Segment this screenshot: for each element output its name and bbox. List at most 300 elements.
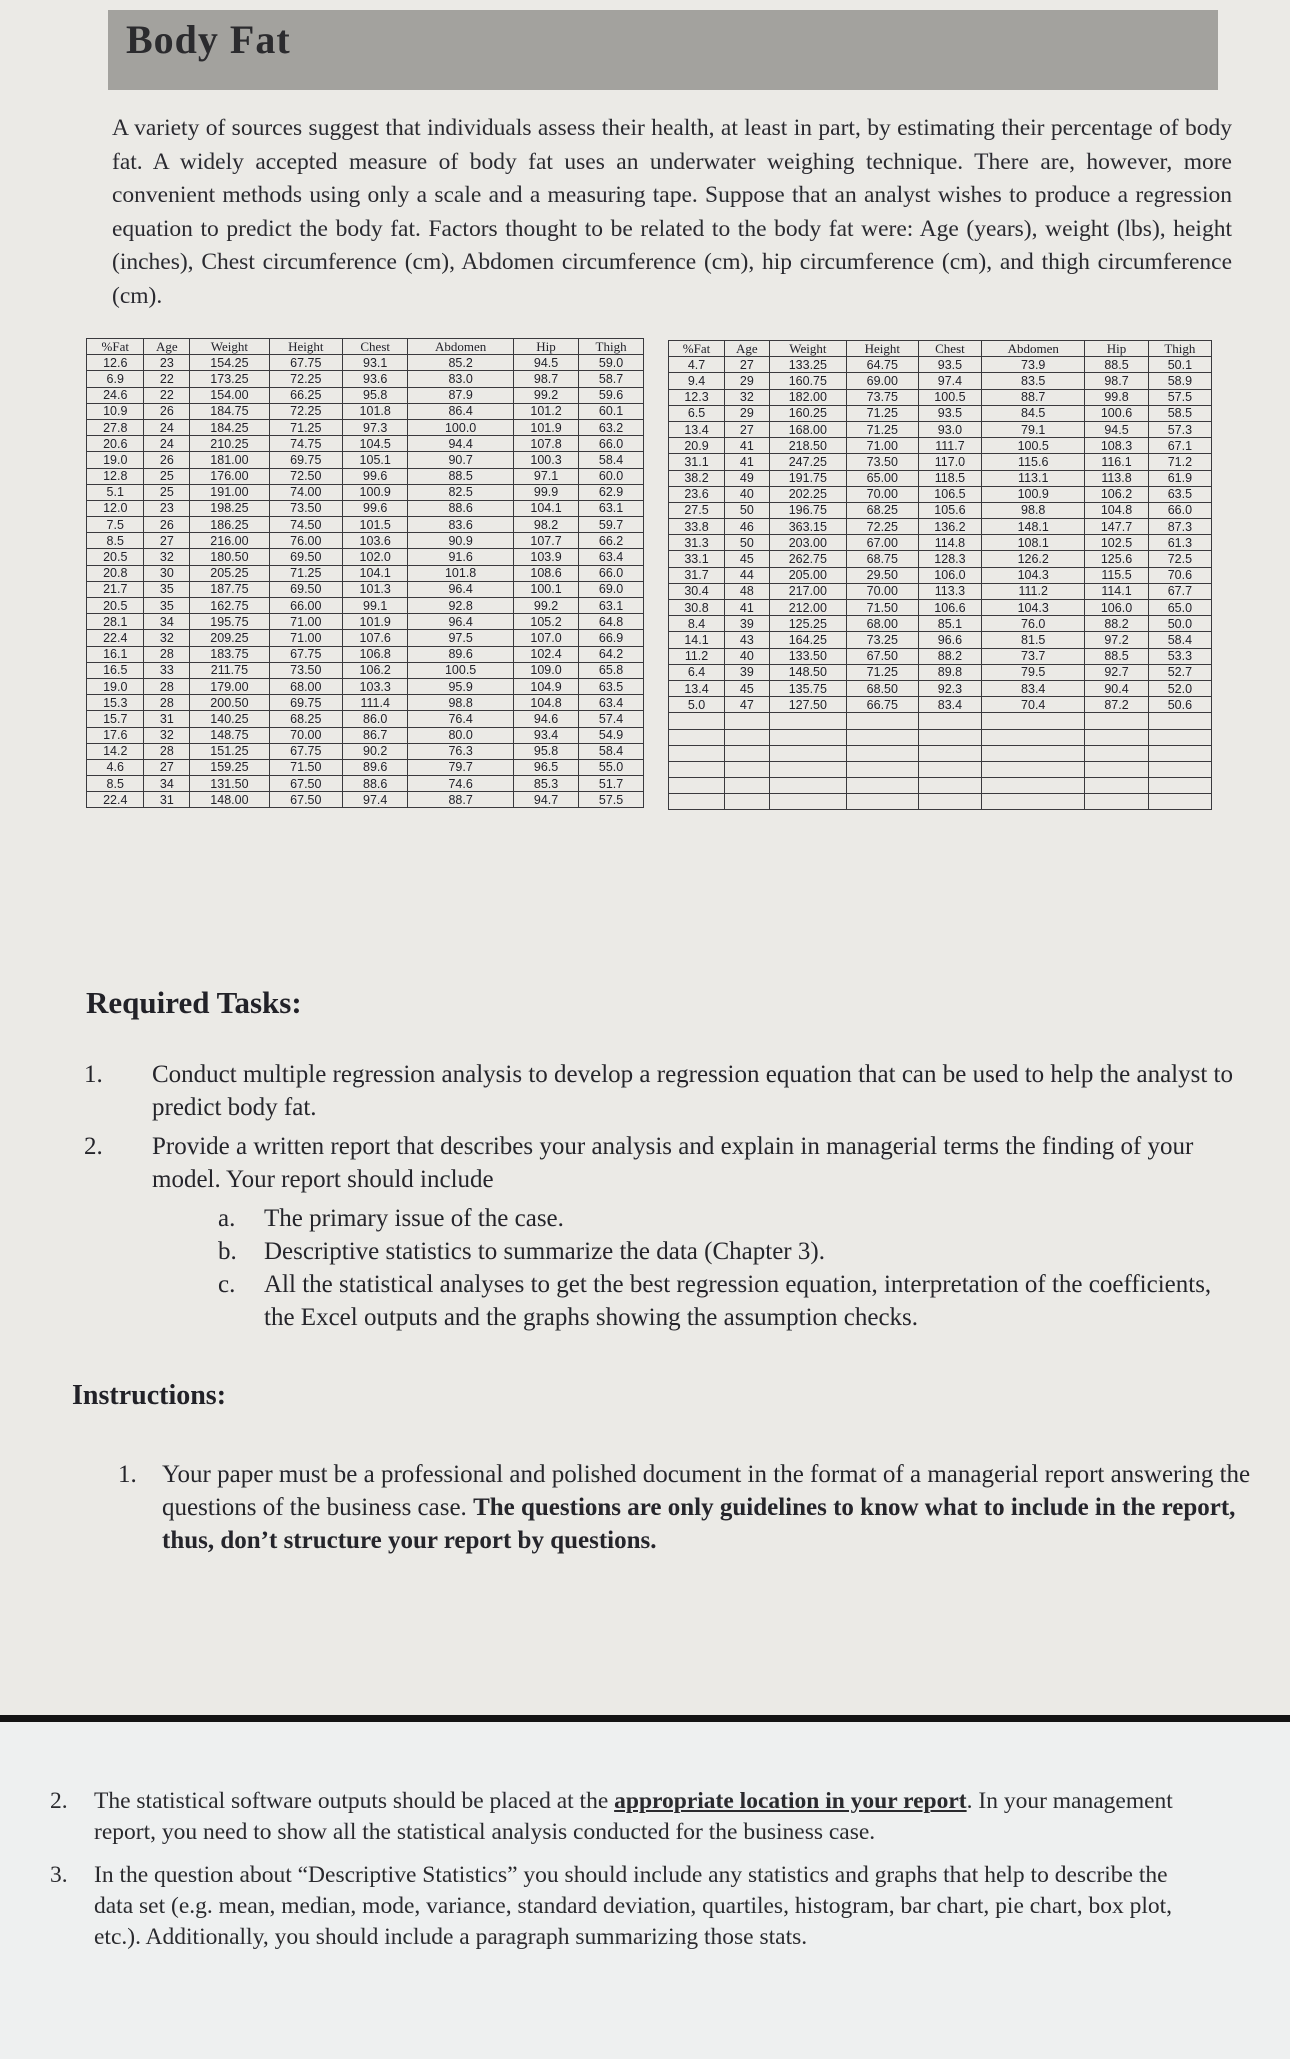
table-cell: 12.3 [669, 389, 725, 405]
table-cell: 27.8 [87, 419, 144, 435]
table-header-cell: Height [846, 341, 918, 357]
table-cell: 49 [725, 470, 770, 486]
table-cell: 27.5 [669, 502, 725, 518]
table-cell: 64.8 [579, 614, 644, 630]
table-cell: 101.3 [343, 581, 408, 597]
table-cell: 68.75 [846, 551, 918, 567]
table-cell: 148.1 [982, 519, 1085, 535]
table-cell: 216.00 [190, 533, 269, 549]
table-cell: 160.25 [769, 405, 846, 421]
table-cell: 99.2 [513, 598, 578, 614]
table-cell: 97.5 [408, 630, 514, 646]
table-cell: 57.4 [579, 711, 644, 727]
table-cell: 6.9 [87, 371, 144, 387]
table-cell: 69.0 [579, 581, 644, 597]
table-cell: 55.0 [579, 759, 644, 775]
table-cell: 95.8 [513, 743, 578, 759]
table-cell: 98.7 [513, 371, 578, 387]
table-cell: 135.75 [769, 680, 846, 696]
table-cell [982, 729, 1085, 745]
table-row [669, 421, 1212, 437]
table-cell: 13.4 [669, 421, 725, 437]
table-cell: 84.5 [982, 405, 1085, 421]
task-text: Provide a written report that describes your analysis and explain in managerial terms the finding of your model. Your report should include [152, 1133, 1194, 1193]
table-cell: 106.0 [918, 567, 982, 583]
table-row [87, 598, 644, 614]
table-cell: 67.75 [269, 743, 343, 759]
table-cell: 67.7 [1148, 583, 1211, 599]
table-header-cell: Abdomen [408, 339, 514, 355]
table-cell: 64.2 [579, 646, 644, 662]
table-cell: 50 [725, 502, 770, 518]
table-row [87, 711, 644, 727]
table-cell [982, 745, 1085, 761]
instruction-number: 2. [50, 1788, 68, 1814]
table-cell: 34 [144, 614, 190, 630]
subtask-item [218, 1235, 1240, 1268]
table-cell: 4.6 [87, 759, 144, 775]
table-cell: 71.25 [846, 421, 918, 437]
table-cell [846, 778, 918, 794]
table-row [87, 403, 644, 419]
table-cell: 50.1 [1148, 357, 1211, 373]
table-cell: 147.7 [1085, 519, 1149, 535]
table-cell: 54.9 [579, 727, 644, 743]
table-cell: 27 [725, 357, 770, 373]
table-cell: 16.5 [87, 662, 144, 678]
table-cell: 12.0 [87, 500, 144, 516]
table-cell: 108.6 [513, 565, 578, 581]
table-cell: 63.5 [1148, 486, 1211, 502]
table-cell: 93.5 [918, 357, 982, 373]
table-cell: 127.50 [769, 697, 846, 713]
table-cell: 106.5 [918, 486, 982, 502]
table-cell: 25 [144, 484, 190, 500]
table-cell [725, 778, 770, 794]
task-number: 1. [84, 1061, 103, 1088]
table-cell: 66.0 [1148, 502, 1211, 518]
table-row [669, 535, 1212, 551]
table-cell: 67.50 [846, 648, 918, 664]
table-cell: 100.9 [343, 484, 408, 500]
table-cell: 82.5 [408, 484, 514, 500]
table-cell: 98.8 [982, 502, 1085, 518]
table-cell: 73.50 [846, 454, 918, 470]
table-cell: 47 [725, 697, 770, 713]
table-row [669, 680, 1212, 696]
table-cell: 262.75 [769, 551, 846, 567]
table-row [87, 468, 644, 484]
table-cell: 198.25 [190, 500, 269, 516]
table-cell: 113.3 [918, 583, 982, 599]
table-cell: 90.7 [408, 452, 514, 468]
table-cell: 72.25 [846, 519, 918, 535]
table-cell: 58.9 [1148, 373, 1211, 389]
table-cell: 88.5 [1085, 648, 1149, 664]
table-cell: 126.2 [982, 551, 1085, 567]
table-cell: 71.25 [846, 405, 918, 421]
table-cell: 67.75 [269, 355, 343, 371]
table-cell: 29.50 [846, 567, 918, 583]
table-cell: 133.25 [769, 357, 846, 373]
table-cell: 111.4 [343, 695, 408, 711]
table-row [87, 355, 644, 371]
table-cell: 20.5 [87, 549, 144, 565]
table-row [669, 729, 1212, 745]
table-cell [1148, 713, 1211, 729]
table-cell [769, 778, 846, 794]
table-cell: 24 [144, 436, 190, 452]
table-cell: 148.50 [769, 664, 846, 680]
table-cell: 66.75 [846, 697, 918, 713]
table-cell: 44 [725, 567, 770, 583]
table-cell: 95.9 [408, 678, 514, 694]
table-cell: 51.7 [579, 776, 644, 792]
table-cell: 41 [725, 454, 770, 470]
table-cell [725, 745, 770, 761]
table-cell: 105.2 [513, 614, 578, 630]
table-row [669, 405, 1212, 421]
table-header-cell: Hip [1085, 341, 1149, 357]
table-cell: 70.4 [982, 697, 1085, 713]
table-cell: 83.0 [408, 371, 514, 387]
table-cell: 202.25 [769, 486, 846, 502]
table-cell: 205.00 [769, 567, 846, 583]
table-cell: 103.3 [343, 678, 408, 694]
underlined-phrase: appropriate location in your report [614, 1788, 967, 1814]
table-cell: 81.5 [982, 632, 1085, 648]
table-cell: 83.4 [918, 697, 982, 713]
table-cell: 23 [144, 500, 190, 516]
table-cell: 104.3 [982, 600, 1085, 616]
instruction-item [118, 1458, 1287, 1557]
table-row [669, 616, 1212, 632]
table-cell: 104.8 [513, 695, 578, 711]
table-cell: 73.75 [846, 389, 918, 405]
table-row [669, 761, 1212, 777]
table-row [669, 697, 1212, 713]
table-cell: 131.50 [190, 776, 269, 792]
table-cell: 85.1 [918, 616, 982, 632]
table-cell: 58.7 [579, 371, 644, 387]
data-table-right [668, 340, 1212, 810]
table-cell: 191.00 [190, 484, 269, 500]
table-cell: 92.8 [408, 598, 514, 614]
table-row [669, 502, 1212, 518]
table-cell: 72.5 [1148, 551, 1211, 567]
table-cell: 40 [725, 648, 770, 664]
table-cell [725, 761, 770, 777]
table-cell: 168.00 [769, 421, 846, 437]
table-cell: 72.25 [269, 403, 343, 419]
table-row [87, 371, 644, 387]
table-cell: 71.50 [269, 759, 343, 775]
table-row [87, 759, 644, 775]
table-cell: 100.6 [1085, 405, 1149, 421]
table-header-cell: Age [144, 339, 190, 355]
table-cell: 69.75 [269, 695, 343, 711]
table-cell: 183.75 [190, 646, 269, 662]
table-cell: 97.1 [513, 468, 578, 484]
table-cell: 58.4 [579, 743, 644, 759]
table-row [87, 743, 644, 759]
table-row [87, 776, 644, 792]
table-cell: 70.00 [269, 727, 343, 743]
table-cell: 83.4 [982, 680, 1085, 696]
table-cell: 88.7 [982, 389, 1085, 405]
table-cell: 180.50 [190, 549, 269, 565]
table-cell [846, 729, 918, 745]
table-cell [918, 778, 982, 794]
instructions-heading: Instructions: [72, 1380, 227, 1411]
table-cell: 30 [144, 565, 190, 581]
table-cell [725, 794, 770, 810]
table-cell: 94.5 [1085, 421, 1149, 437]
table-cell: 52.7 [1148, 664, 1211, 680]
table-cell: 19.0 [87, 678, 144, 694]
table-cell: 160.75 [769, 373, 846, 389]
table-header-cell: Height [269, 339, 343, 355]
table-cell: 27 [725, 421, 770, 437]
table-cell: 203.00 [769, 535, 846, 551]
table-cell: 95.8 [343, 387, 408, 403]
table-cell: 74.00 [269, 484, 343, 500]
data-table-left [86, 338, 644, 808]
table-row [669, 519, 1212, 535]
table-cell [982, 713, 1085, 729]
table-cell: 76.4 [408, 711, 514, 727]
table-header-cell: Thigh [1148, 341, 1211, 357]
table-cell: 100.5 [408, 662, 514, 678]
table-cell: 106.6 [918, 600, 982, 616]
table-cell: 205.25 [190, 565, 269, 581]
table-cell: 209.25 [190, 630, 269, 646]
table-cell: 59.7 [579, 517, 644, 533]
table-cell: 148.00 [190, 792, 269, 808]
table-cell: 66.25 [269, 387, 343, 403]
table-row [87, 792, 644, 808]
table-cell: 148.75 [190, 727, 269, 743]
table-cell: 67.50 [269, 776, 343, 792]
table-cell: 104.1 [343, 565, 408, 581]
table-cell: 99.8 [1085, 389, 1149, 405]
table-cell: 88.2 [918, 648, 982, 664]
table-cell: 107.6 [343, 630, 408, 646]
task-item [80, 1058, 1240, 1124]
table-cell: 31 [144, 792, 190, 808]
table-header-cell: %Fat [669, 341, 725, 357]
task-list [80, 1058, 1240, 1334]
table-cell: 90.9 [408, 533, 514, 549]
table-row [87, 565, 644, 581]
table-cell: 105.1 [343, 452, 408, 468]
table-cell: 99.2 [513, 387, 578, 403]
page-title: Body Fat [126, 17, 291, 62]
table-cell: 74.50 [269, 517, 343, 533]
table-cell: 176.00 [190, 468, 269, 484]
table-cell: 73.7 [982, 648, 1085, 664]
table-header-cell: Hip [513, 339, 578, 355]
table-cell: 12.6 [87, 355, 144, 371]
table-header-row [669, 341, 1212, 357]
table-cell: 45 [725, 551, 770, 567]
table-cell: 19.0 [87, 452, 144, 468]
table-cell: 48 [725, 583, 770, 599]
table-cell: 28 [144, 695, 190, 711]
table-cell: 117.0 [918, 454, 982, 470]
table-cell [846, 745, 918, 761]
instruction-number: 3. [50, 1862, 68, 1888]
table-cell: 28 [144, 743, 190, 759]
table-cell: 187.75 [190, 581, 269, 597]
table-cell: 101.9 [513, 419, 578, 435]
table-cell: 100.9 [982, 486, 1085, 502]
table-cell: 111.7 [918, 438, 982, 454]
table-cell: 33.8 [669, 519, 725, 535]
table-cell: 88.7 [408, 792, 514, 808]
table-cell: 23.6 [669, 486, 725, 502]
table-cell: 63.4 [579, 549, 644, 565]
table-cell: 61.9 [1148, 470, 1211, 486]
table-cell [846, 761, 918, 777]
table-cell: 71.00 [846, 438, 918, 454]
table-cell: 66.0 [579, 436, 644, 452]
table-cell [1085, 778, 1149, 794]
table-cell: 93.0 [918, 421, 982, 437]
table-row [669, 600, 1212, 616]
table-cell: 182.00 [769, 389, 846, 405]
table-cell: 102.5 [1085, 535, 1149, 551]
table-cell: 86.4 [408, 403, 514, 419]
table-cell: 90.4 [1085, 680, 1149, 696]
table-cell: 9.4 [669, 373, 725, 389]
table-cell: 65.8 [579, 662, 644, 678]
table-cell: 99.1 [343, 598, 408, 614]
table-row [87, 727, 644, 743]
table-cell: 41 [725, 600, 770, 616]
table-cell [1148, 778, 1211, 794]
table-cell: 87.2 [1085, 697, 1149, 713]
table-cell [769, 761, 846, 777]
subtask-text: Descriptive statistics to summarize the data (Chapter 3). [264, 1238, 825, 1265]
table-cell: 76.0 [982, 616, 1085, 632]
table-cell: 107.7 [513, 533, 578, 549]
table-cell: 181.00 [190, 452, 269, 468]
table-cell: 58.4 [1148, 632, 1211, 648]
table-row [669, 470, 1212, 486]
table-cell: 74.75 [269, 436, 343, 452]
table-cell: 133.50 [769, 648, 846, 664]
table-header-row [87, 339, 644, 355]
table-cell: 106.8 [343, 646, 408, 662]
table-cell: 11.2 [669, 648, 725, 664]
table-cell: 363.15 [769, 519, 846, 535]
table-cell: 210.25 [190, 436, 269, 452]
table-cell: 70.00 [846, 486, 918, 502]
table-cell: 71.25 [269, 419, 343, 435]
table-cell [918, 729, 982, 745]
table-row [87, 436, 644, 452]
table-cell: 212.00 [769, 600, 846, 616]
table-cell: 128.3 [918, 551, 982, 567]
table-cell: 32 [144, 549, 190, 565]
table-cell: 107.8 [513, 436, 578, 452]
table-cell: 70.6 [1148, 567, 1211, 583]
table-cell: 196.75 [769, 502, 846, 518]
table-cell: 31.7 [669, 567, 725, 583]
table-cell: 106.2 [343, 662, 408, 678]
table-cell: 57.3 [1148, 421, 1211, 437]
table-cell [982, 794, 1085, 810]
table-cell: 98.8 [408, 695, 514, 711]
table-cell: 101.8 [343, 403, 408, 419]
table-cell: 102.4 [513, 646, 578, 662]
table-cell: 83.6 [408, 517, 514, 533]
table-cell: 159.25 [190, 759, 269, 775]
table-cell: 93.1 [343, 355, 408, 371]
table-row [669, 389, 1212, 405]
table-cell: 98.2 [513, 517, 578, 533]
table-cell: 93.6 [343, 371, 408, 387]
table-cell: 111.2 [982, 583, 1085, 599]
page-divider [0, 1715, 1290, 1722]
table-row [669, 794, 1212, 810]
table-cell: 100.0 [408, 419, 514, 435]
table-cell: 6.4 [669, 664, 725, 680]
table-row [669, 583, 1212, 599]
table-cell: 94.7 [513, 792, 578, 808]
table-cell: 53.3 [1148, 648, 1211, 664]
table-cell: 71.00 [269, 630, 343, 646]
table-row [87, 695, 644, 711]
table-cell: 69.75 [269, 452, 343, 468]
table-cell: 27 [144, 759, 190, 775]
table-cell: 71.50 [846, 600, 918, 616]
table-cell: 33.1 [669, 551, 725, 567]
table-cell: 114.8 [918, 535, 982, 551]
table-cell: 104.1 [513, 500, 578, 516]
table-cell: 71.2 [1148, 454, 1211, 470]
table-cell: 211.75 [190, 662, 269, 678]
table-cell: 63.5 [579, 678, 644, 694]
table-cell: 24 [144, 419, 190, 435]
table-cell: 26 [144, 517, 190, 533]
table-header-cell: Weight [769, 341, 846, 357]
table-cell: 31.1 [669, 454, 725, 470]
table-cell: 16.1 [87, 646, 144, 662]
table-cell: 30.8 [669, 600, 725, 616]
table-cell: 100.3 [513, 452, 578, 468]
table-cell: 88.5 [1085, 357, 1149, 373]
table-cell: 247.25 [769, 454, 846, 470]
table-cell: 13.4 [669, 680, 725, 696]
table-cell: 79.1 [982, 421, 1085, 437]
table-cell: 34 [144, 776, 190, 792]
table-cell [1148, 794, 1211, 810]
table-header-cell: Weight [190, 339, 269, 355]
table-cell: 68.25 [269, 711, 343, 727]
table-cell: 195.75 [190, 614, 269, 630]
instruction-emphasis: The questions are only guidelines to know what to include in the report, thus, don’t structure your report by questions. [162, 1494, 1236, 1554]
table-cell: 57.5 [579, 792, 644, 808]
instruction-text: The statistical software outputs should be placed at the [94, 1788, 615, 1814]
table-cell: 66.0 [579, 565, 644, 581]
table-row [87, 630, 644, 646]
subtask-item [218, 1268, 1240, 1334]
table-cell: 86.7 [343, 727, 408, 743]
table-cell: 69.00 [846, 373, 918, 389]
table-cell [669, 761, 725, 777]
